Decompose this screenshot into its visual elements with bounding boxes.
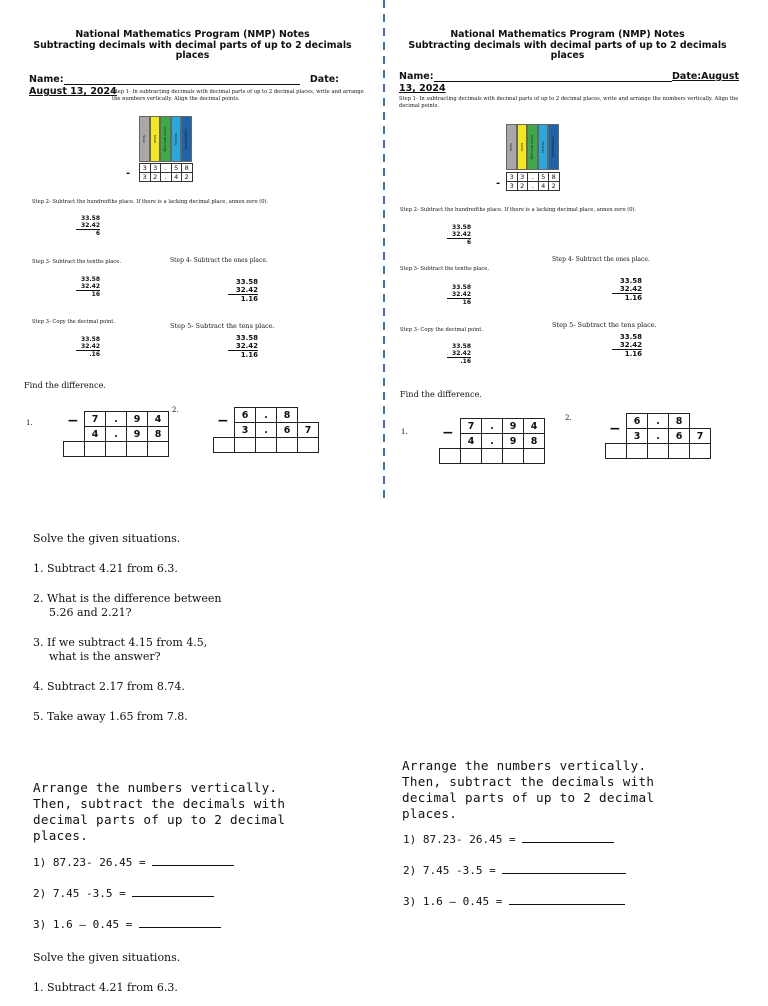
right-step3-copy: Step 3- Copy the decimal point. [400,327,483,333]
left-step3-work: 33.58 32.42 16 [76,276,100,298]
right-date-value: 13, 2024 [399,83,446,94]
left-step3: Step 3- Subtract the tenths place. [32,259,121,265]
left-step5-work: 33.58 32.42 1.16 [228,334,258,359]
answer-blank[interactable] [139,920,221,928]
right-ex2-grid: 6 . 8 3 . 6 7 [605,413,711,459]
right-step3-work: 33.58 32.42 16 [447,284,471,306]
answer-blank[interactable] [132,889,214,897]
left-solve-block: Solve the given situations. 1. Subtract 4.21 from 6.3. 2. What is the difference between 5.26 and 2.21? 3. If we subtract 4.15 from 4.5, what is the answer? 4. Subtract 2.17 from 8.74. 5. Take away 1.65 from 7.8. [33,532,222,723]
answer-blank[interactable] [152,858,234,866]
right-ex1-grid: 7 . 9 4 4 . 9 8 [439,418,545,464]
solve-q1: 1. Subtract 4.21 from 6.3. [33,562,178,575]
right-step4: Step 4- Subtract the ones place. [552,256,650,263]
left-step3-copy: Step 3- Copy the decimal point. [32,319,115,325]
right-step3: Step 3- Subtract the tenths place. [400,266,489,272]
answer-cell[interactable] [85,442,106,457]
header-line2: Subtracting decimals with decimal parts of up to 2 decimals [33,39,352,51]
left-step3b-work: 33.58 32.42 .16 [76,336,100,358]
right-ex1-number: 1. [401,428,408,436]
right-ex2-number: 2. [565,414,572,422]
left-step4: Step 4- Subtract the ones place. [170,257,268,264]
pv-hundredths: hundredths [181,116,192,162]
left-place-value-chart [139,116,192,162]
left-ex1-minus: − [67,413,79,429]
answer-blank[interactable] [502,866,626,874]
left-arrange-a1: 1) 87.23- 26.45 = [33,856,234,869]
answer-blank[interactable] [509,897,625,905]
left-find-difference: Find the difference. [24,380,107,390]
left-ex2-number: 2. [172,406,179,414]
left-header [20,30,365,62]
right-arrange-block: Arrange the numbers vertically. Then, subtract the decimals with decimal parts of up to 2 decimal places. [402,758,655,821]
left-step2: Step 2- Subtract the hundredths place. If there is a lacking decimal place, annex zero (0). [32,199,269,205]
right-step2-work: 33.58 32.42 6 [447,224,471,246]
right-arrange-a2: 2) 7.45 -3.5 = [403,864,626,877]
name-field[interactable] [64,75,300,85]
right-step5: Step 5- Subtract the tens place. [552,321,657,329]
right-ex2-minus: − [609,421,621,437]
solve-title: Solve the given situations. [33,532,181,545]
pv-ones: ones [150,116,161,162]
left-step4-work: 33.58 32.42 1.16 [228,278,258,303]
solve-q3: 3. If we subtract 4.15 from 4.5, [33,636,208,649]
name-field[interactable] [434,72,672,82]
left-ex1-number: 1. [26,419,33,427]
pv-tens: tens [139,116,150,162]
left-step5: Step 5- Subtract the tens place. [170,322,275,330]
left-step2-work: 33.58 32.42 6 [76,215,100,237]
left-ex1-grid: 7 . 9 4 4 . 9 8 [63,411,169,457]
right-pv-grid: 3 3 . 5 8 3 2 . 4 2 [506,172,560,191]
right-arrange-a1: 1) 87.23- 26.45 = [403,833,614,846]
cut-line [383,0,385,500]
right-place-value-chart: tens ones Decimal point tenths hundredths [506,124,559,170]
left-step1: Step 1- In subtracting decimals with decimal parts of up to 2 decimal places, write and arrange the numbers vertically. Align the decimal points. [112,89,364,102]
pv-tenths: tenths [171,116,182,162]
right-step2: Step 2- Subtract the hundredths place. If there is a lacking decimal place, annex zero (0). [400,207,637,213]
right-step3b-work: 33.58 32.42 .16 [447,343,471,365]
pv-minus-sign: - [126,168,131,179]
left-ex2-grid: 6 . 8 3 . 6 7 [213,407,319,453]
left-date-value: August 13, 2024 [29,86,117,97]
answer-blank[interactable] [522,835,614,843]
solve-q5: 5. Take away 1.65 from 7.8. [33,710,188,723]
right-step1: Step 1- In subtracting decimals with decimal parts of up to 2 decimal places, write and arrange the numbers vertically. Align the decimal points. [399,96,739,109]
right-step5-work: 33.58 32.42 1.16 [612,333,642,358]
pv-decimal: Decimal point [160,116,171,162]
left-name-row [29,74,339,85]
solve-q4: 4. Subtract 2.17 from 8.74. [33,680,185,693]
right-step4-work: 33.58 32.42 1.16 [612,277,642,302]
right-ex1-minus: − [442,425,454,441]
left-solve-repeat: Solve the given situations. 1. Subtract 4.21 from 6.3. [33,951,181,994]
date-label: Date: [309,74,339,85]
left-ex2-minus: − [217,413,229,429]
left-arrange-a2: 2) 7.45 -3.5 = [33,887,214,900]
left-arrange-a3: 3) 1.6 – 0.45 = [33,918,221,931]
pv-minus-sign: - [496,178,501,189]
header-line3: places [175,50,210,61]
right-name-row: Name: Date:August [399,71,739,82]
left-arrange-block: Arrange the numbers vertically. Then, subtract the decimals with decimal parts of up to 2 decimal places. [33,780,286,843]
right-find-difference: Find the difference. [400,389,483,399]
header-line1: National Mathematics Program (NMP) Notes [75,29,310,40]
right-header: National Mathematics Program (NMP) Notes Subtracting decimals with decimal parts of up to 2 decimals places [408,29,727,61]
solve-q2: 2. What is the difference between [33,592,222,605]
left-pv-grid: 3 3 . 5 8 3 2 . 4 2 [139,163,193,182]
right-arrange-a3: 3) 1.6 – 0.45 = [403,895,625,908]
name-label: Name: [29,74,64,85]
